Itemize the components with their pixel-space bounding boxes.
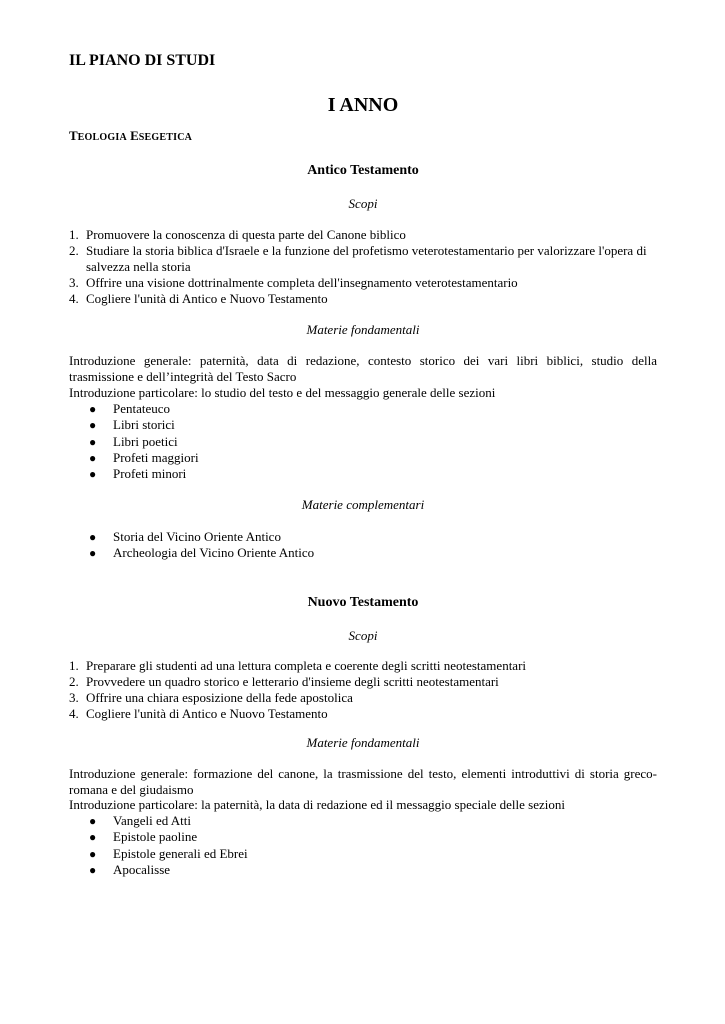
list-item-text: Pentateuco (113, 401, 171, 416)
list-item (89, 813, 248, 829)
goal-number: 1. (69, 658, 79, 673)
bullet-icon: ● (89, 402, 97, 416)
goal-text: Preparare gli studenti ad una lettura completa e coerente degli scritti neotestamentari (86, 658, 527, 673)
goal-item (69, 674, 657, 690)
goal-text: Studiare la storia biblica d'Israele e la funzione del profetismo veterotestamentario per valorizzare l'opera di salvezza nella storia (86, 243, 647, 274)
list-item-text: Vangeli ed Atti (113, 813, 191, 828)
goal-number: 1. (69, 227, 79, 242)
list-item-text: Profeti maggiori (113, 449, 199, 465)
section-word-2-initial: E (130, 128, 139, 143)
sezioni-list-at (89, 401, 199, 482)
list-item-text: Epistole generali ed Ebrei (113, 845, 248, 861)
complementari-caption-at: Materie complementari (301, 497, 425, 512)
list-item-text: Profeti minori (113, 466, 187, 482)
goal-text: Cogliere l'unità di Antico e Nuovo Testamento (86, 706, 328, 721)
fondamentali-caption-at: Materie fondamentali (306, 322, 420, 337)
list-item (89, 545, 314, 561)
goal-item (69, 243, 657, 275)
fondamentali-caption-nt: Materie fondamentali (306, 735, 420, 750)
scopi-caption-nt: Scopi (348, 628, 378, 643)
intro-generale-nt: Introduzione generale: formazione del canone, la trasmissione del testo, elementi introduttivi di storia greco-romana e del giudaismo (69, 766, 657, 797)
bullet-icon: ● (89, 418, 97, 433)
list-item (89, 450, 199, 466)
intro-generale-at: Introduzione generale: paternità, data di redazione, contesto storico dei vari libri biblici, studio della trasmissione e dell’integrità del Testo Sacro (69, 353, 657, 384)
year-heading: I ANNO (327, 94, 399, 116)
bullet-icon: ● (89, 450, 97, 465)
list-item (89, 862, 248, 878)
goal-item (69, 690, 657, 706)
goal-item (69, 291, 657, 307)
list-item (89, 529, 314, 545)
goal-text: Promuovere la conoscenza di questa parte del Canone biblico (86, 227, 406, 242)
goal-text: Offrire una visione dottrinalmente completa dell'insegnamento veterotestamentario (86, 275, 518, 290)
sezioni-list-nt (89, 813, 248, 878)
goal-number: 3. (69, 275, 79, 290)
bullet-icon: ● (89, 862, 97, 877)
list-item (89, 434, 199, 450)
list-item (89, 417, 199, 433)
list-item-text: Libri storici (113, 417, 175, 433)
goal-number: 2. (69, 243, 79, 258)
list-item-text: Storia del Vicino Oriente Antico (113, 529, 281, 544)
goal-text: Provvedere un quadro storico e letterario d'insieme degli scritti neotestamentari (86, 674, 499, 689)
bullet-icon: ● (89, 546, 97, 561)
goal-item (69, 658, 657, 674)
goal-text: Cogliere l'unità di Antico e Nuovo Testamento (86, 291, 328, 306)
intro-particolare-nt: Introduzione particolare: la paternità, la data di redazione ed il messaggio speciale delle sezioni (69, 797, 565, 812)
list-item (89, 401, 199, 417)
bullet-icon: ● (89, 434, 97, 449)
complementari-list-at (89, 529, 314, 562)
goal-number: 3. (69, 690, 79, 705)
subject-heading-nt: Nuovo Testamento (307, 595, 419, 610)
section-word-2-rest: SEGETICA (138, 132, 193, 143)
list-item-text: Apocalisse (113, 861, 171, 877)
goal-text: Offrire una chiara esposizione della fede apostolica (86, 690, 353, 705)
list-item (89, 466, 199, 482)
section-heading (69, 128, 192, 144)
section-word-1-rest: EOLOGIA (77, 132, 127, 143)
list-item-text: Archeologia del Vicino Oriente Antico (113, 545, 315, 561)
goal-item (69, 275, 657, 291)
bullet-icon: ● (89, 830, 97, 845)
bullet-icon: ● (89, 814, 97, 828)
subject-heading-at: Antico Testamento (307, 163, 419, 178)
goal-number: 4. (69, 706, 79, 721)
section-word-1-initial: T (69, 128, 78, 143)
bullet-icon: ● (89, 467, 97, 482)
list-item (89, 846, 248, 862)
goal-number: 2. (69, 674, 79, 689)
goals-list-nt (69, 658, 657, 722)
list-item (89, 829, 248, 845)
goal-number: 4. (69, 291, 79, 306)
goals-list-at (69, 227, 657, 307)
scopi-caption-at: Scopi (348, 196, 378, 211)
goal-item (69, 227, 657, 243)
bullet-icon: ● (89, 530, 97, 544)
document-title: IL PIANO DI STUDI (69, 52, 216, 69)
list-item-text: Epistole paoline (113, 829, 198, 845)
list-item-text: Libri poetici (113, 433, 178, 449)
bullet-icon: ● (89, 846, 97, 861)
intro-particolare-at: Introduzione particolare: lo studio del testo e del messaggio generale delle sezioni (69, 385, 496, 400)
goal-item (69, 706, 657, 722)
